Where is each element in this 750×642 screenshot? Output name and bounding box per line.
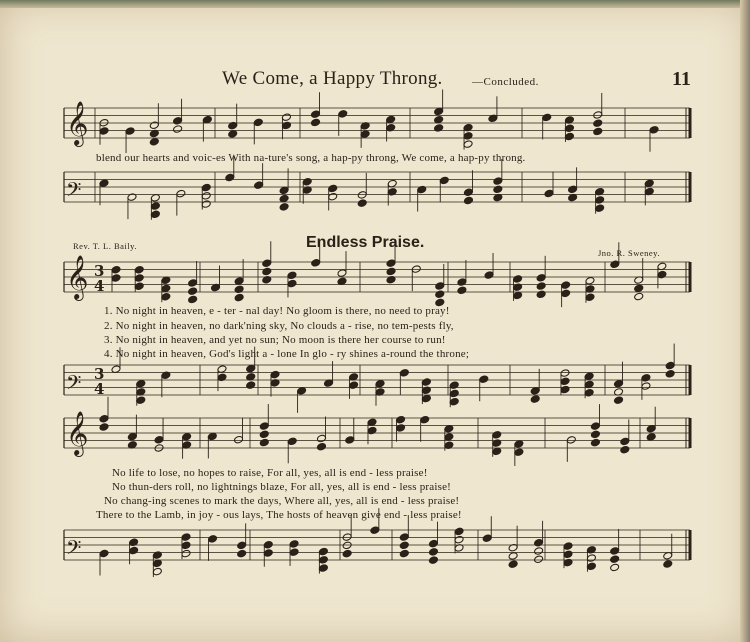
verse-line: There to the Lamb, in joy - ous lays, The hosts of heaven give end - less praise! [96, 509, 462, 521]
concluded-label: —Concluded. [472, 76, 539, 88]
svg-text:3: 3 [94, 365, 105, 383]
hymn-title: Endless Praise. [306, 234, 425, 251]
verse-line: 1. No night in heaven, e - ter - nal day! No gloom is there, no need to pray! [104, 305, 450, 317]
author-credit: Rev. T. L. Baily. [73, 241, 137, 251]
verse-line: No chang-ing scenes to mark the days, Where all, yes, all is end - less praise! [104, 495, 460, 507]
page-number: 11 [672, 68, 691, 90]
svg-text:𝄞: 𝄞 [66, 411, 89, 455]
svg-text:4: 4 [94, 277, 105, 295]
page-title: We Come, a Happy Throng. [222, 68, 443, 89]
endless-praise-treble-staff-2 [0, 406, 750, 460]
endless-praise-treble-staff-1 [0, 250, 750, 304]
svg-text:𝄢: 𝄢 [66, 178, 82, 206]
verse-line: 2. No night in heaven, no dark'ning sky, No clouds a - rise, no tem-pests fly, [104, 320, 454, 332]
svg-text:𝄢: 𝄢 [66, 371, 82, 399]
first-song-lyric: blend our hearts and voic-es With na-ture's song, a hap-py throng, We come, a hap-py throng. [96, 152, 526, 164]
svg-text:𝄢: 𝄢 [66, 536, 82, 564]
first-song-bass-staff [0, 160, 750, 214]
verse-line: No thun-ders roll, no lightnings blaze, For all, yes, all is end - less praise! [112, 481, 452, 493]
svg-text:3: 3 [94, 262, 105, 280]
svg-text:𝄞: 𝄞 [66, 101, 89, 145]
svg-text:𝄞: 𝄞 [66, 255, 89, 299]
verse-line: No life to lose, no hopes to raise, For all, yes, all is end - less praise! [112, 467, 428, 479]
verse-line: 4. No night in heaven, God's light a - lone In glo - ry shines a-round the throne; [104, 348, 470, 360]
svg-text:4: 4 [94, 380, 105, 398]
endless-praise-bass-staff-1 [0, 353, 750, 407]
verse-line: 3. No night in heaven, and yet no sun; No moon is there her course to run! [104, 334, 446, 346]
composer-credit: Jno. R. Sweney. [598, 248, 660, 258]
endless-praise-bass-staff-2 [0, 518, 750, 572]
first-song-treble-staff [0, 96, 750, 150]
